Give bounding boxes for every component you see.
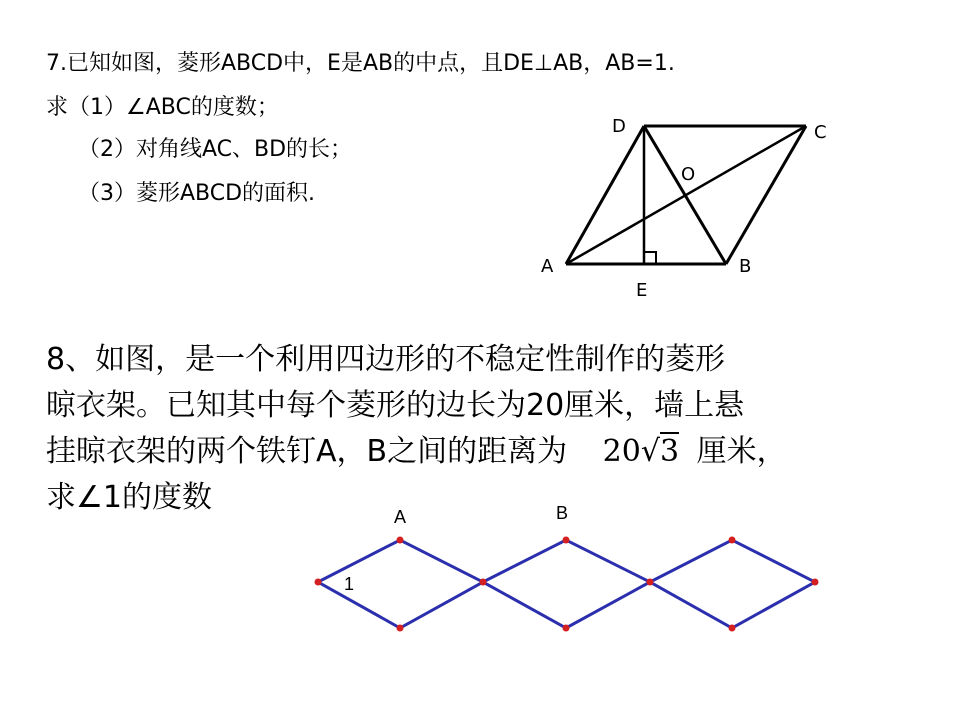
sqrt-sign-icon: √ [640,434,660,469]
vertex-point [315,579,322,586]
sqrt-coefficient: 20 [602,434,641,469]
rack-label-a: A [394,507,407,527]
rhombus-1 [318,540,483,628]
vertex-point [397,537,404,544]
problem8-line4: 求∠1的度数 [46,480,212,515]
label-o: O [681,164,696,185]
vertex-point [397,625,404,632]
angle-1-label: 1 [344,574,355,594]
problem8-line3-post: 厘米， [696,434,787,469]
problem7-line1: 7.已知如图，菱形ABCD中，E是AB的中点，且DE⊥AB，AB=1. [46,51,675,76]
vertex-point [563,625,570,632]
vertex-point [812,579,819,586]
label-c: C [814,122,827,143]
label-b: B [739,256,752,277]
problem7-line2: 求（1）∠ABC的度数； [46,95,279,120]
vertex-point [480,579,487,586]
sqrt-radicand: 3 [659,434,680,469]
rack-label-b: B [556,503,569,523]
problem7-line3: （2）对角线AC、BD的长； [78,137,353,162]
problem8-line3-pre: 挂晾衣架的两个铁钉A，B之间的距离为 [46,434,568,469]
problem8-line1: 8、如图，是一个利用四边形的不稳定性制作的菱形 [46,342,726,377]
vertex-point [729,625,736,632]
label-a: A [541,256,554,277]
vertex-point [563,537,570,544]
rhombus-3 [650,540,815,628]
problem8-line2: 晾衣架。已知其中每个菱形的边长为20厘米，墙上悬 [46,388,745,423]
label-d: D [612,116,626,137]
problem7-line4: （3）菱形ABCD的面积. [78,181,316,206]
label-e: E [636,280,648,301]
vertex-point [729,537,736,544]
rhombus-2 [483,540,650,628]
vertex-point [647,579,654,586]
